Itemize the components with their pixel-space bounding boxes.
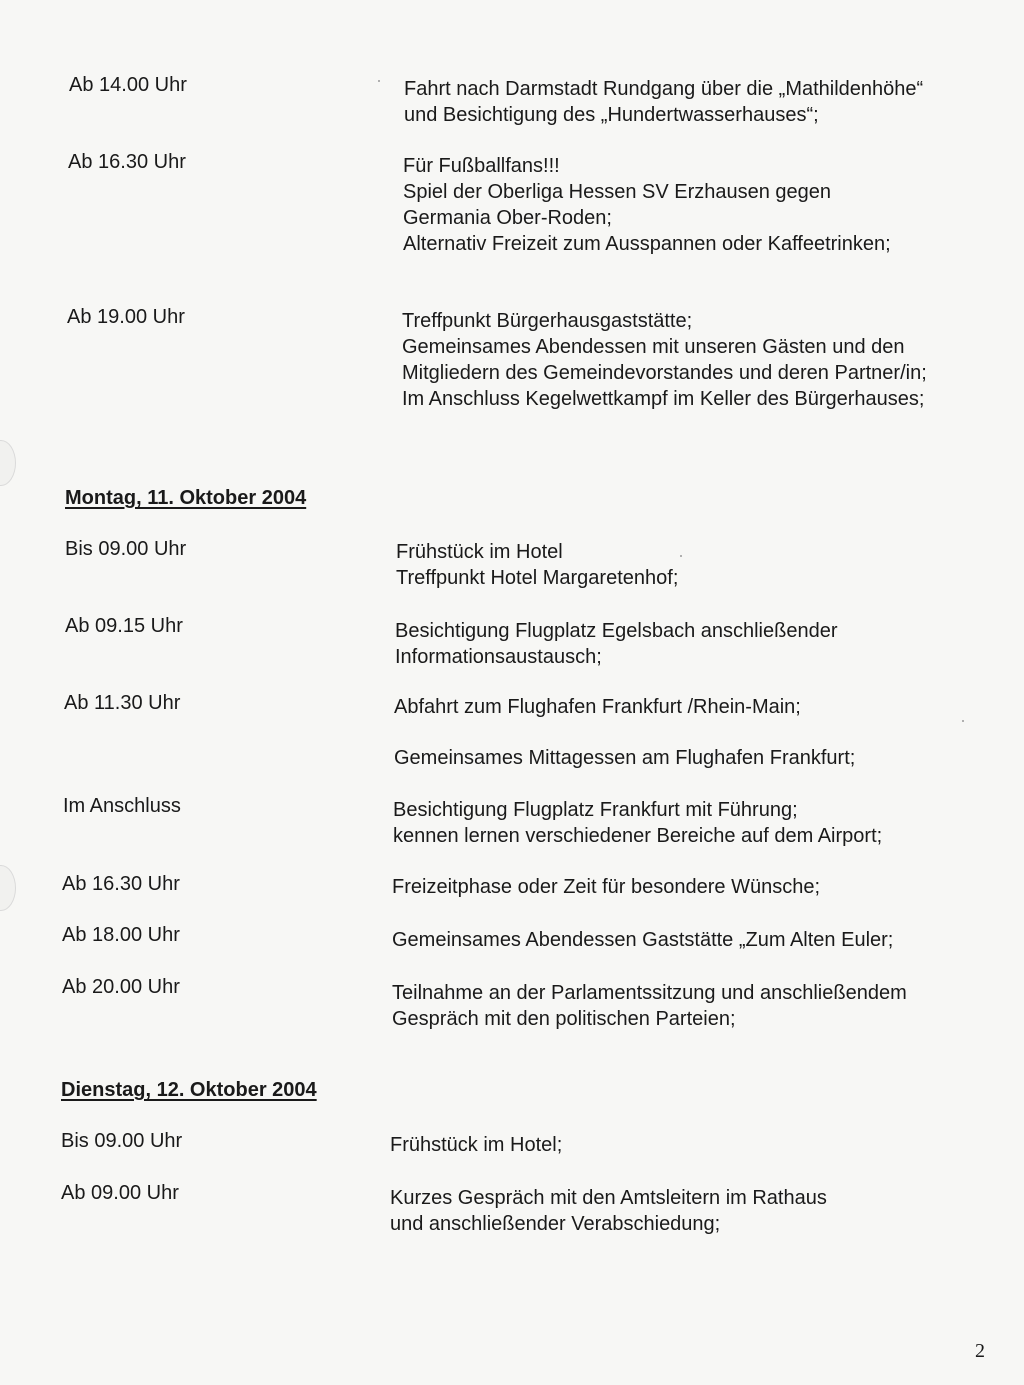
description-line: Freizeitphase oder Zeit für besondere Wünsche; [392,876,820,898]
entry-description [403,153,891,257]
punch-hole [0,440,16,486]
description-line: kennen lernen verschiedener Bereiche auf dem Airport; [393,825,883,847]
entry-description [402,308,927,412]
description-line: Germania Ober-Roden; [403,207,612,229]
page-number: 2 [975,1340,985,1362]
entry-description [393,797,882,849]
description-line: Kurzes Gespräch mit den Amtsleitern im Rathaus [390,1187,827,1209]
entry-description [392,927,893,953]
entry-time: Bis 09.00 Uhr [61,1130,183,1152]
description-line: Alternativ Freizeit zum Ausspannen oder Kaffeetrinken; [403,233,891,255]
description-line: Für Fußballfans!!! [403,155,560,177]
punch-hole [0,865,16,911]
entry-time: Ab 16.30 Uhr [62,873,180,895]
scan-speck [962,720,964,722]
entry-time: Ab 16.30 Uhr [68,151,186,173]
description-line: Im Anschluss Kegelwettkampf im Keller des Bürgerhauses; [402,388,925,410]
description-line: Frühstück im Hotel; [390,1134,563,1156]
entry-time: Ab 09.15 Uhr [65,615,183,637]
entry-description [394,694,801,720]
entry-time: Ab 19.00 Uhr [67,306,185,328]
description-line: Treffpunkt Hotel Margaretenhof; [396,567,679,589]
description-line: Mitgliedern des Gemeindevorstandes und deren Partner/in; [402,362,927,384]
description-line: Gespräch mit den politischen Parteien; [392,1008,736,1030]
description-line: Gemeinsames Mittagessen am Flughafen Frankfurt; [394,747,856,769]
description-line: Abfahrt zum Flughafen Frankfurt /Rhein-Main; [394,696,801,718]
description-line: Treffpunkt Bürgerhausgaststätte; [402,310,693,332]
entry-time: Ab 18.00 Uhr [62,924,180,946]
scan-speck [680,555,682,557]
entry-time: Ab 14.00 Uhr [69,74,187,96]
entry-description [390,1132,562,1158]
description-line: und Besichtigung des „Hundertwasserhauses“; [404,104,819,126]
description-line: Teilnahme an der Parlamentssitzung und anschließendem [392,982,907,1004]
entry-description [392,874,820,900]
day-heading-monday: Montag, 11. Oktober 2004 [65,487,307,509]
description-line: Besichtigung Flugplatz Frankfurt mit Führung; [393,799,798,821]
entry-time: Im Anschluss [63,795,181,817]
description-line: Gemeinsames Abendessen mit unseren Gästen und den [402,336,905,358]
entry-time: Ab 20.00 Uhr [62,976,180,998]
entry-time: Ab 09.00 Uhr [61,1182,179,1204]
entry-description [404,76,923,128]
entry-description [396,539,678,591]
description-line: Informationsaustausch; [395,646,602,668]
description-line: Spiel der Oberliga Hessen SV Erzhausen gegen [403,181,832,203]
day-heading-tuesday: Dienstag, 12. Oktober 2004 [61,1079,317,1101]
entry-description [390,1185,827,1237]
description-line: Frühstück im Hotel [396,541,563,563]
description-line: Besichtigung Flugplatz Egelsbach anschließender [395,620,838,642]
entry-description [392,980,907,1032]
description-line: Fahrt nach Darmstadt Rundgang über die „Mathildenhöhe“ [404,78,924,100]
description-line: Gemeinsames Abendessen Gaststätte „Zum Alten Euler; [392,929,894,951]
entry-time: Bis 09.00 Uhr [65,538,187,560]
entry-description [395,618,838,670]
scan-speck [378,80,380,82]
entry-time: Ab 11.30 Uhr [64,692,181,714]
entry-description [394,745,855,771]
description-line: und anschließender Verabschiedung; [390,1213,721,1235]
